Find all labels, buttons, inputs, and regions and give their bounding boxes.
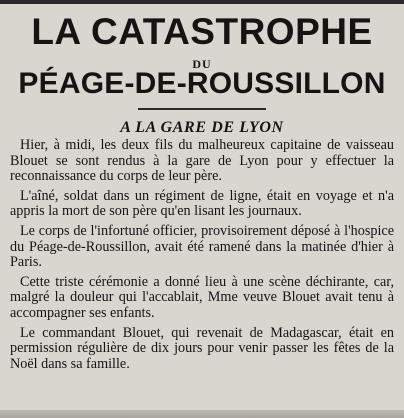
headline-title: LA CATASTROPHE — [31, 11, 373, 52]
article-paragraph: Le corps de l'infortuné officier, provisoirement déposé à l'hospice du Péage-de-Roussillon, avait été ramené dans la matinée d'hier à Paris. — [10, 222, 394, 271]
clipped-next-heading — [0, 410, 404, 418]
top-rule — [0, 0, 404, 4]
headline-place: PÉAGE-DE-ROUSSILLON — [18, 67, 386, 100]
section-title: A LA GARE DE LYON — [120, 119, 284, 136]
article-paragraph: Cette triste cérémonie a donné lieu à une scène déchirante, car, malgré la douleur qui l'accablait, Mme veuve Blouet avait tenu à accompagner ses enfants. — [10, 273, 394, 321]
article-paragraph: Le commandant Blouet, qui revenait de Madagascar, était en permission régulière de dix jours pour venir passer les fêtes de la Noël dans sa famille. — [10, 324, 394, 372]
article-paragraph: Hier, à midi, les deux fils du malheureux capitaine de vaisseau Blouet se sont rendus à la gare de Lyon pour y effectuer la reconnaissance du corps de leur père. — [10, 137, 394, 185]
article-body — [10, 138, 394, 376]
article-paragraph: L'aîné, soldat dans un régiment de ligne, était en voyage et n'a appris la mort de son père qu'en lisant les journaux. — [10, 187, 394, 220]
separator-rule — [138, 108, 266, 110]
headline-connector: DU — [192, 57, 212, 71]
